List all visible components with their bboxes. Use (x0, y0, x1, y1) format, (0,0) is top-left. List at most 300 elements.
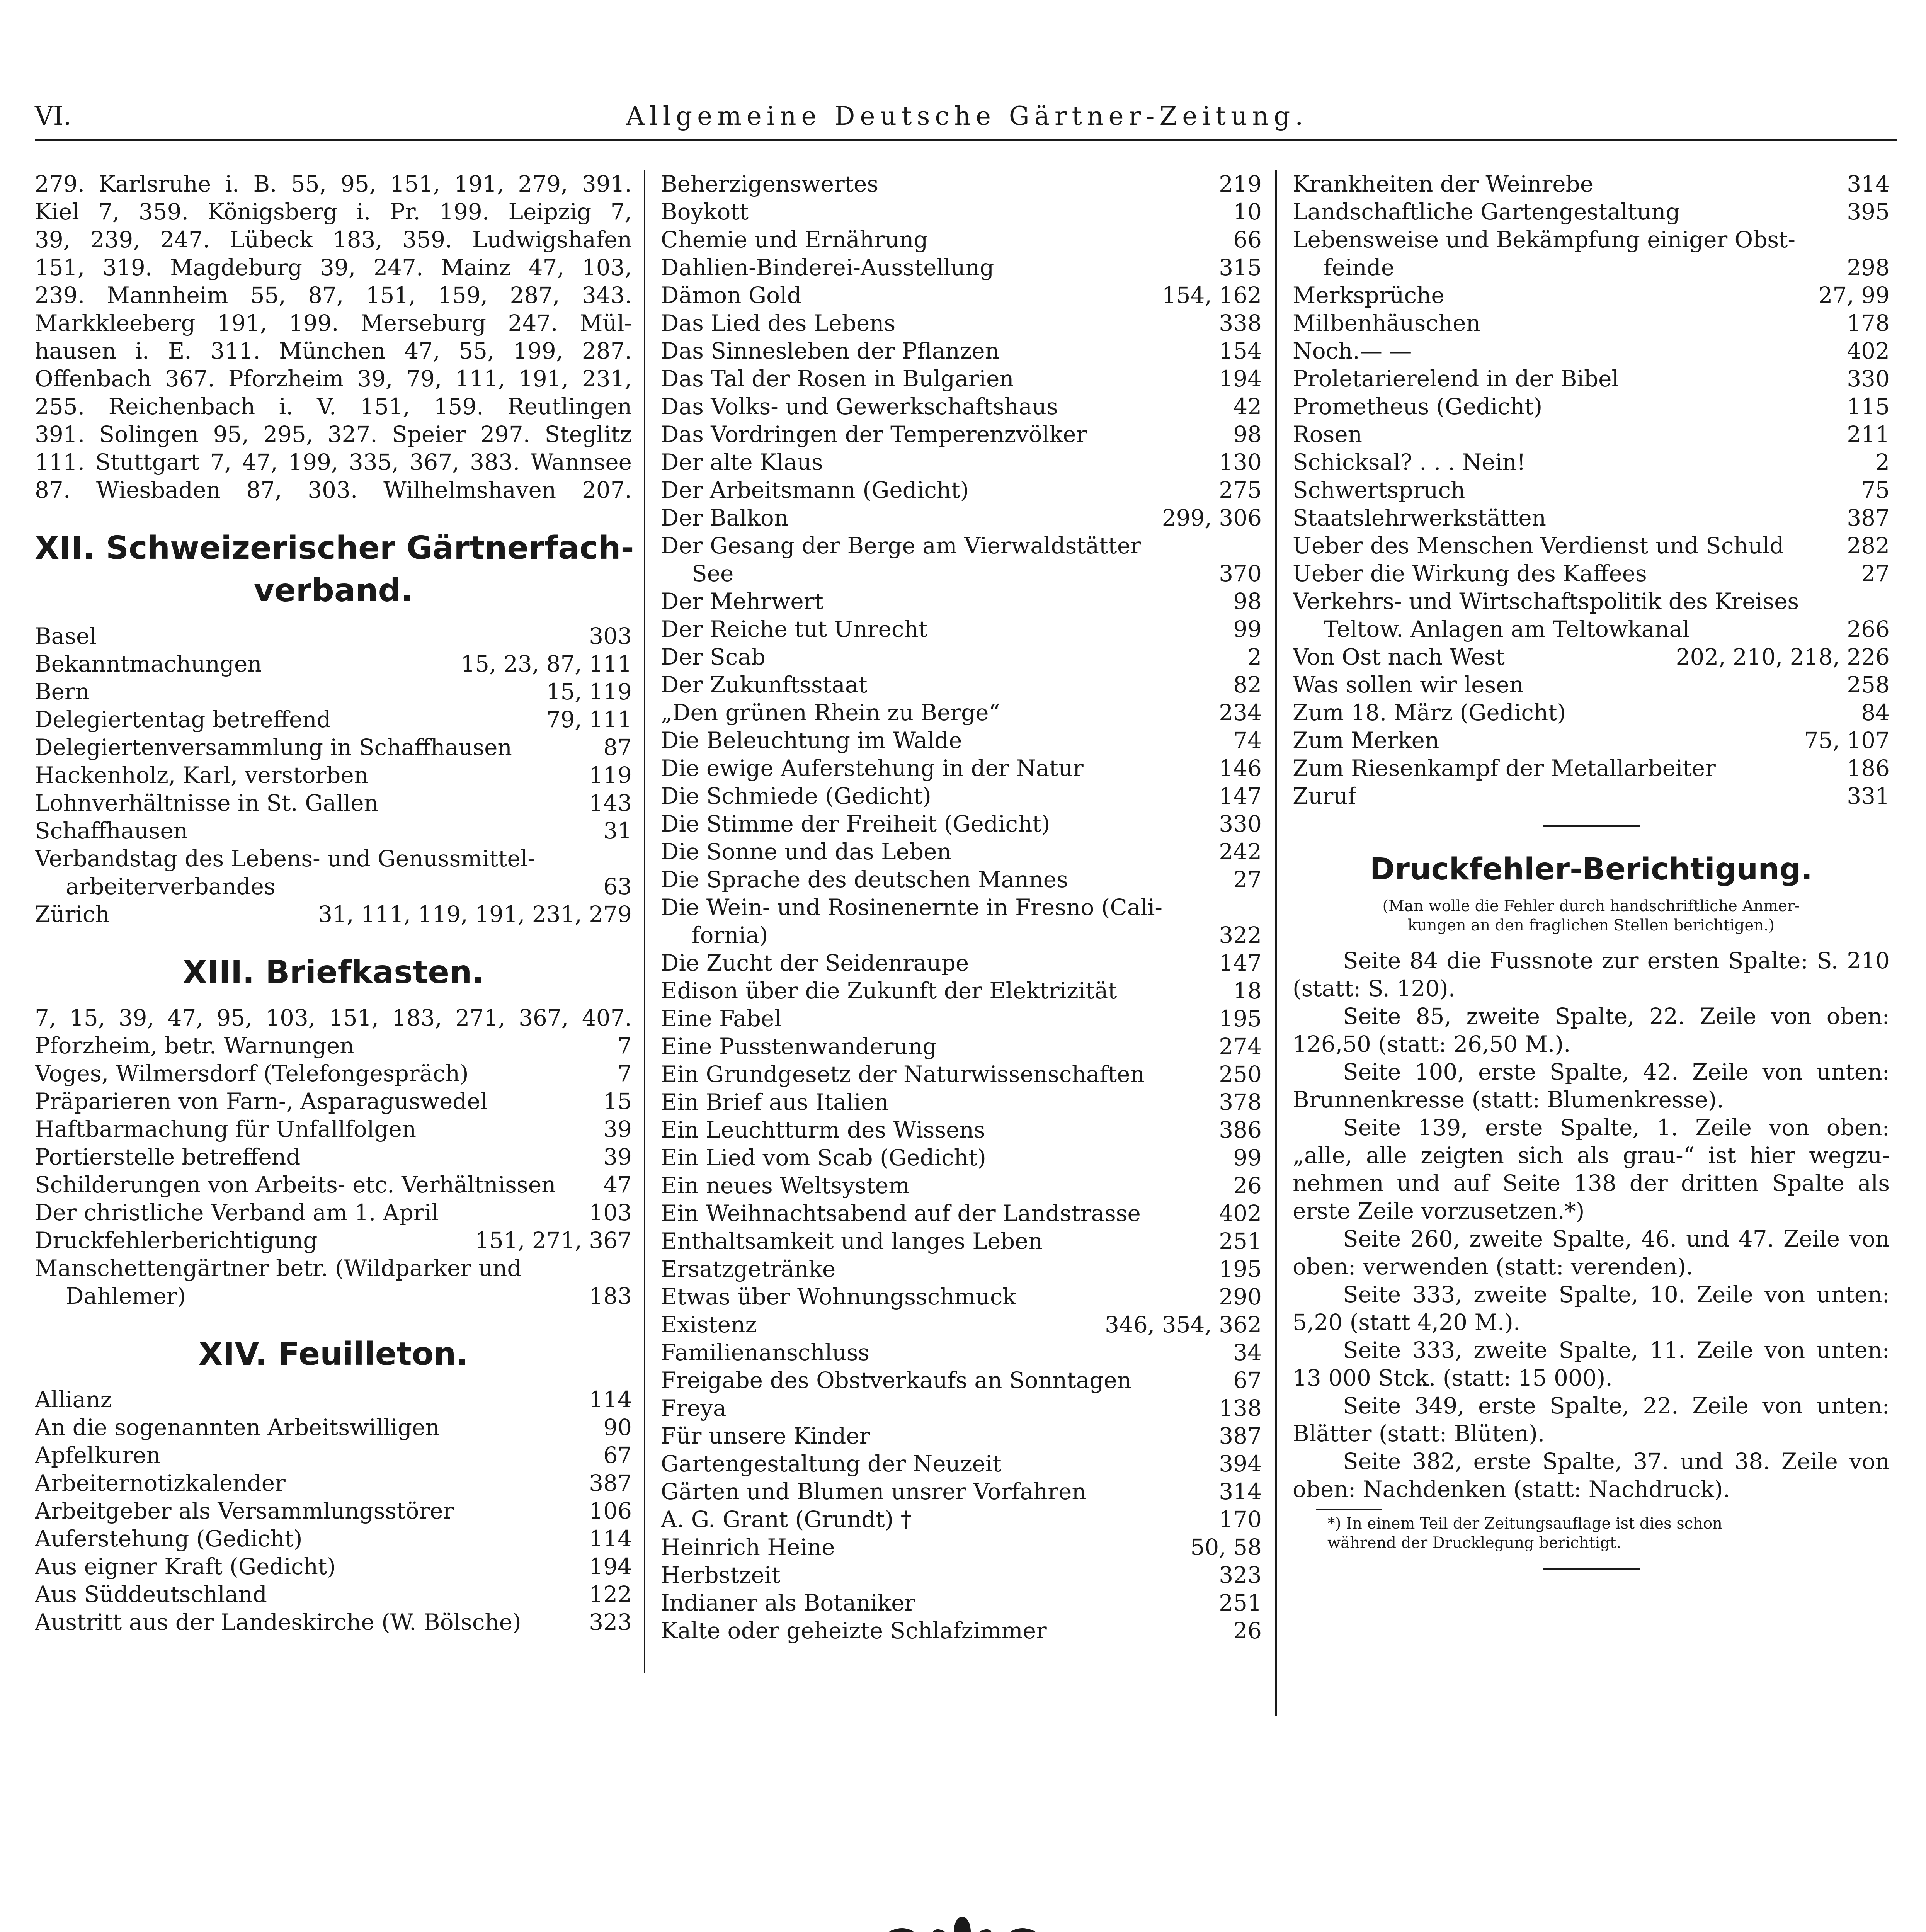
index-entry (35, 622, 632, 650)
errata-line: nehmen und auf Seite 138 der dritten Spalte als (1293, 1170, 1890, 1196)
entry-title: Der Arbeitsmann (Gedicht) (661, 477, 969, 503)
entry-title: Der Zukunftsstaat (661, 672, 868, 698)
index-entry (661, 1561, 1262, 1589)
errata-line: Seite 139, erste Spalte, 1. Zeile von oben: (1343, 1114, 1890, 1141)
index-entry (661, 253, 1262, 281)
index-entry (661, 448, 1262, 476)
entry-title: Ein Grundgesetz der Naturwissenschaften (661, 1061, 1145, 1087)
index-entry (1293, 198, 1890, 226)
entry-title: Landschaftliche Gartengestaltung (1293, 199, 1680, 225)
entry-title: Die Stimme der Freiheit (Gedicht) (661, 811, 1050, 837)
index-entry (35, 1199, 632, 1226)
entry-pages: 47 (603, 1172, 632, 1198)
index-entry (35, 1553, 632, 1580)
entry-pages: 330 (1847, 366, 1890, 392)
entry-pages: 99 (1233, 616, 1262, 642)
entry-title: Die Schmiede (Gedicht) (661, 783, 931, 809)
entry-title: Ein neues Weltsystem (661, 1172, 910, 1199)
section-xiii-heading (35, 951, 632, 994)
entry-pages: 195 (1219, 1005, 1262, 1032)
entry-pages: 251 (1219, 1590, 1262, 1616)
entry-pages: 183 (589, 1283, 632, 1309)
index-entry (35, 1497, 632, 1525)
index-entry (661, 1032, 1262, 1060)
entry-pages: 15, 119 (546, 679, 632, 705)
entry-title: Herbstzeit (661, 1562, 781, 1588)
entry-pages: 143 (589, 790, 632, 816)
entry-pages: 75 (1861, 477, 1890, 503)
index-entry (35, 1087, 632, 1115)
entry-title: Ein Weihnachtsabend auf der Landstrasse (661, 1200, 1141, 1226)
entry-title: fornia) (692, 922, 768, 948)
entry-title: Freya (661, 1395, 727, 1421)
entry-title: Die Sonne und das Leben (661, 838, 951, 865)
errata-line: Seite 85, zweite Spalte, 22. Zeile von oben: (1343, 1003, 1890, 1029)
index-entry (1293, 504, 1890, 532)
entry-pages: 314 (1219, 1478, 1262, 1505)
entry-pages: 15 (603, 1088, 632, 1114)
entry-pages: 154, 162 (1162, 282, 1262, 308)
index-entry (661, 1199, 1262, 1227)
section-heading-line: XII. Schweizerischer Gärtnerfach- (35, 530, 634, 566)
entry-pages: 34 (1233, 1339, 1262, 1366)
entry-pages: 346, 354, 362 (1105, 1311, 1262, 1338)
errata-line: 126,50 (statt: 26,50 M.). (1293, 1031, 1571, 1057)
entry-pages: 258 (1847, 672, 1890, 698)
entry-pages: 387 (1847, 505, 1890, 531)
index-entry (661, 810, 1262, 838)
entry-pages: 18 (1233, 978, 1262, 1004)
index-entry (1293, 253, 1890, 281)
index-entry (1293, 532, 1890, 560)
entry-pages: 194 (589, 1553, 632, 1580)
entry-title: Zum Riesenkampf der Metallarbeiter (1293, 755, 1716, 781)
entry-title: Verkehrs- und Wirtschaftspolitik des Kreises (1293, 588, 1799, 614)
entry-title: feinde (1324, 254, 1395, 281)
entry-pages: 39 (603, 1144, 632, 1170)
entry-pages: 15, 23, 87, 111 (461, 651, 632, 677)
index-entry (35, 1441, 632, 1469)
entry-title: Was sollen wir lesen (1293, 672, 1524, 698)
entry-title: Teltow. Anlagen am Teltowkanal (1324, 616, 1690, 642)
entry-title: Beherzigenswertes (661, 171, 879, 197)
page-number: VI. (35, 101, 71, 131)
entry-pages: 106 (589, 1498, 632, 1524)
entry-pages: 402 (1847, 338, 1890, 364)
entry-pages: 290 (1219, 1284, 1262, 1310)
entry-title: Apfelkuren (35, 1442, 161, 1468)
entry-title: Das Sinnesleben der Pflanzen (661, 338, 999, 364)
index-line: 239. Mannheim 55, 87, 151, 159, 287, 343. (35, 282, 632, 308)
header-rule (35, 139, 1897, 141)
index-line: 279. Karlsruhe i. B. 55, 95, 151, 191, 279, 391. (35, 171, 632, 197)
footnote-line: während der Drucklegung berichtigt. (1327, 1534, 1621, 1552)
feuilleton-entries (1293, 170, 1890, 810)
index-entry (661, 643, 1262, 671)
entry-title: arbeiterverbandes (66, 873, 276, 900)
index-entry (661, 1338, 1262, 1366)
entry-title: Die ewige Auferstehung in der Natur (661, 755, 1084, 781)
index-entry (661, 838, 1262, 866)
index-entry (1293, 699, 1890, 726)
entry-title: Eine Fabel (661, 1005, 781, 1032)
entry-title: Ueber des Menschen Verdienst und Schuld (1293, 532, 1784, 559)
index-entry (35, 1608, 632, 1636)
index-entry (661, 1589, 1262, 1617)
index-entry (661, 476, 1262, 504)
index-entry (661, 1227, 1262, 1255)
entry-pages: 75, 107 (1804, 727, 1890, 753)
errata-line: „alle, alle zeigten sich als grau-“ ist hier wegzu- (1293, 1142, 1890, 1168)
entry-pages: 315 (1219, 254, 1262, 281)
entry-pages: 2 (1875, 449, 1890, 475)
entry-pages: 170 (1219, 1506, 1262, 1532)
errata-line: Seite 349, erste Spalte, 22. Zeile von unten: (1343, 1393, 1890, 1419)
entry-title: Der christliche Verband am 1. April (35, 1199, 439, 1226)
index-entry (1293, 281, 1890, 309)
index-line: 111. Stuttgart 7, 47, 199, 335, 367, 383. Wannsee (35, 449, 632, 475)
entry-pages: 130 (1219, 449, 1262, 475)
entry-pages: 114 (589, 1386, 632, 1413)
entry-title: Kalte oder geheizte Schlafzimmer (661, 1617, 1047, 1644)
entry-pages: 79, 111 (546, 706, 632, 733)
entry-pages: 323 (1219, 1562, 1262, 1588)
index-entry (661, 226, 1262, 253)
index-entry (35, 1226, 632, 1254)
entry-title: Rosen (1293, 421, 1363, 447)
entry-pages: 67 (1233, 1367, 1262, 1393)
entry-pages: 84 (1861, 699, 1890, 726)
index-entry (35, 1060, 632, 1087)
entry-pages: 103 (589, 1199, 632, 1226)
index-entry (35, 1580, 632, 1608)
entry-title: Aus eigner Kraft (Gedicht) (35, 1553, 336, 1580)
index-entry (35, 678, 632, 706)
entry-pages: 323 (589, 1609, 632, 1635)
entry-pages: 298 (1847, 254, 1890, 281)
index-entry (1293, 615, 1890, 643)
entry-title: Dämon Gold (661, 282, 801, 308)
entry-title: Dahlemer) (66, 1283, 186, 1309)
index-entry (35, 872, 632, 900)
errata-line: Blätter (statt: Blüten). (1293, 1420, 1545, 1447)
entry-pages: 211 (1847, 421, 1890, 447)
entry-title: Der Balkon (661, 505, 789, 531)
entry-pages: 394 (1219, 1451, 1262, 1477)
entry-title: Die Zucht der Seidenraupe (661, 950, 969, 976)
column-2 (661, 170, 1262, 1645)
entry-pages: 250 (1219, 1061, 1262, 1087)
entry-title: Ueber die Wirkung des Kaffees (1293, 560, 1647, 587)
entry-pages: 10 (1233, 199, 1262, 225)
entry-pages: 63 (603, 873, 632, 900)
index-entry (1293, 309, 1890, 337)
index-entry (35, 1386, 632, 1413)
entry-title: Basel (35, 623, 97, 649)
errata-heading: Druckfehler-Berichtigung. (1370, 852, 1813, 887)
entry-title: Schaffhausen (35, 818, 188, 844)
entry-title: Der Mehrwert (661, 588, 823, 614)
entry-title: Der alte Klaus (661, 449, 823, 475)
index-entry (35, 1413, 632, 1441)
entry-title: Dahlien-Binderei-Ausstellung (661, 254, 994, 281)
index-entry (35, 900, 632, 928)
entry-title: Der Gesang der Berge am Vierwaldstätter (661, 532, 1141, 559)
entry-title: An die sogenannten Arbeitswilligen (35, 1414, 440, 1440)
index-entry (35, 733, 632, 761)
entry-title: Ersatzgetränke (661, 1256, 836, 1282)
entry-title: Ein Leuchtturm des Wissens (661, 1117, 985, 1143)
index-line: hausen i. E. 311. München 47, 55, 199, 287. (35, 338, 632, 364)
entry-pages: 26 (1233, 1617, 1262, 1644)
errata-line: Seite 333, zweite Spalte, 10. Zeile von unten: (1343, 1281, 1890, 1308)
errata-note (1293, 896, 1890, 935)
column-divider (644, 170, 645, 1673)
entry-pages: 275 (1219, 477, 1262, 503)
entry-pages: 395 (1847, 199, 1890, 225)
entry-title: Bern (35, 679, 90, 705)
column-divider (1275, 170, 1277, 1716)
index-entry (661, 1005, 1262, 1032)
entry-pages: 39 (603, 1116, 632, 1142)
index-entry (661, 1060, 1262, 1088)
index-entry (1293, 726, 1890, 754)
section-xii-entries (35, 622, 632, 928)
section-xiv-heading (35, 1333, 632, 1376)
index-entry (661, 893, 1262, 921)
entry-title: Manschettengärtner betr. (Wildparker und (35, 1255, 522, 1281)
index-entry (1293, 448, 1890, 476)
entry-pages: 98 (1233, 421, 1262, 447)
entry-title: Haftbarmachung für Unfallfolgen (35, 1116, 417, 1142)
index-entry (661, 1422, 1262, 1450)
entry-pages: 115 (1847, 393, 1890, 420)
errata-line: Seite 333, zweite Spalte, 11. Zeile von unten: (1343, 1337, 1890, 1363)
index-entry (35, 1525, 632, 1553)
entry-pages: 31, 111, 119, 191, 231, 279 (318, 901, 632, 927)
entry-pages: 186 (1847, 755, 1890, 781)
entry-title: Lebensweise und Bekämpfung einiger Obst- (1293, 226, 1796, 253)
section-xii-heading (35, 527, 632, 612)
index-entry (1293, 671, 1890, 699)
entry-pages: 122 (589, 1581, 632, 1607)
index-entry (661, 726, 1262, 754)
index-entry (661, 949, 1262, 977)
feuilleton-entries (661, 170, 1262, 1645)
entry-pages: 50, 58 (1190, 1534, 1262, 1560)
index-entry (661, 782, 1262, 810)
index-entry (35, 761, 632, 789)
entry-title: Voges, Wilmersdorf (Telefongespräch) (35, 1060, 469, 1087)
index-entry (35, 1282, 632, 1310)
entry-pages: 7 (618, 1060, 632, 1087)
entry-title: Pforzheim, betr. Warnungen (35, 1032, 354, 1059)
index-entry (1293, 782, 1890, 810)
entry-title: A. G. Grant (Grundt) † (661, 1506, 912, 1532)
index-entry (35, 1469, 632, 1497)
index-line: 39, 239, 247. Lübeck 183, 359. Ludwigshafen (35, 226, 632, 253)
entry-title: Austritt aus der Landeskirche (W. Bölsche) (35, 1609, 521, 1635)
errata-line: Seite 382, erste Spalte, 37. und 38. Zeile von (1343, 1448, 1890, 1475)
entry-title: Proletarierelend in der Bibel (1293, 366, 1619, 392)
entry-pages: 7 (618, 1032, 632, 1059)
entry-pages: 387 (589, 1470, 632, 1496)
entry-pages: 338 (1219, 310, 1262, 336)
entry-title: Das Lied des Lebens (661, 310, 896, 336)
entry-title: Chemie und Ernährung (661, 226, 928, 253)
errata-line: Seite 100, erste Spalte, 42. Zeile von unten: (1343, 1059, 1890, 1085)
entry-title: Portierstelle betreffend (35, 1144, 301, 1170)
briefkasten-pages: 7, 15, 39, 47, 95, 103, 151, 183, 271, 367, 407. (35, 1005, 632, 1031)
entry-title: Für unsere Kinder (661, 1423, 870, 1449)
entry-pages: 31 (603, 818, 632, 844)
entry-pages: 378 (1219, 1089, 1262, 1115)
index-entry (1293, 560, 1890, 587)
entry-pages: 27 (1861, 560, 1890, 587)
decorative-ornament (665, 1917, 1260, 1932)
index-entry (661, 699, 1262, 726)
entry-title: Der Scab (661, 644, 766, 670)
errata-line: Seite 84 die Fussnote zur ersten Spalte: S. 210 (1343, 947, 1890, 974)
index-line: 391. Solingen 95, 295, 327. Speier 297. Steglitz (35, 421, 632, 447)
index-entry (35, 650, 632, 678)
column-3 (1293, 170, 1890, 1585)
index-entry (1293, 476, 1890, 504)
index-entry (1293, 420, 1890, 448)
entry-title: Zürich (35, 901, 110, 927)
column-1 (35, 170, 632, 1636)
separator-rule (1543, 1568, 1640, 1570)
entry-title: „Den grünen Rhein zu Berge“ (661, 699, 1000, 726)
errata-note-line: kungen an den fraglichen Stellen berichtigen.) (1407, 917, 1775, 934)
entry-title: Allianz (35, 1386, 112, 1413)
entry-title: Edison über die Zukunft der Elektrizität (661, 978, 1117, 1004)
entry-pages: 42 (1233, 393, 1262, 420)
index-line: Markkleeberg 191, 199. Merseburg 247. Mül- (35, 310, 632, 336)
entry-pages: 303 (589, 623, 632, 649)
index-entry (35, 706, 632, 733)
entry-pages: 138 (1219, 1395, 1262, 1421)
entry-title: Prometheus (Gedicht) (1293, 393, 1543, 420)
entry-title: Ein Lied vom Scab (Gedicht) (661, 1145, 986, 1171)
section-xiv-entries (35, 1386, 632, 1636)
entry-pages: 202, 210, 218, 226 (1676, 644, 1890, 670)
entry-pages: 154 (1219, 338, 1262, 364)
index-entry (661, 921, 1262, 949)
entry-pages: 314 (1847, 171, 1890, 197)
entry-title: Arbeitgeber als Versammlungsstörer (35, 1498, 454, 1524)
errata-note-line: (Man wolle die Fehler durch handschriftliche Anmer- (1382, 897, 1800, 915)
entry-title: Noch.— — (1293, 338, 1412, 364)
index-entry (661, 393, 1262, 420)
index-entry (661, 337, 1262, 365)
index-entry (35, 845, 632, 872)
errata-line: 5,20 (statt 4,20 M.). (1293, 1309, 1521, 1335)
index-entry (661, 1617, 1262, 1645)
entry-title: Schwertspruch (1293, 477, 1465, 503)
entry-title: Milbenhäuschen (1293, 310, 1480, 336)
entry-title: Heinrich Heine (661, 1534, 835, 1560)
entry-pages: 194 (1219, 366, 1262, 392)
entry-pages: 330 (1219, 811, 1262, 837)
entry-title: Zuruf (1293, 783, 1356, 809)
index-entry (35, 1032, 632, 1060)
entry-title: Enthaltsamkeit und langes Leben (661, 1228, 1043, 1254)
index-entry (661, 365, 1262, 393)
index-entry (35, 1171, 632, 1199)
entry-pages: 178 (1847, 310, 1890, 336)
entry-pages: 282 (1847, 532, 1890, 559)
index-entry (661, 587, 1262, 615)
index-entry (661, 615, 1262, 643)
errata-line: Seite 260, zweite Spalte, 46. und 47. Zeile von (1343, 1226, 1890, 1252)
entry-title: Indianer als Botaniker (661, 1590, 915, 1616)
errata-line: (statt: S. 120). (1293, 975, 1456, 1002)
entry-title: Bekanntmachungen (35, 651, 262, 677)
entry-title: Existenz (661, 1311, 757, 1338)
entry-pages: 66 (1233, 226, 1262, 253)
entry-pages: 219 (1219, 171, 1262, 197)
entry-pages: 386 (1219, 1117, 1262, 1143)
index-line: 151, 319. Magdeburg 39, 247. Mainz 47, 103, (35, 254, 632, 281)
entry-pages: 27 (1233, 866, 1262, 893)
index-entry (661, 1505, 1262, 1533)
index-entry (661, 504, 1262, 532)
entry-pages: 119 (589, 762, 632, 788)
entry-title: Verbandstag des Lebens- und Genussmittel- (35, 845, 535, 872)
entry-title: Zum Merken (1293, 727, 1439, 753)
index-entry (661, 977, 1262, 1005)
errata-line: oben: verwenden (statt: verenden). (1293, 1253, 1693, 1280)
entry-pages: 90 (603, 1414, 632, 1440)
entry-title: Das Volks- und Gewerkschaftshaus (661, 393, 1058, 420)
entry-title: See (692, 560, 734, 587)
place-index-continuation (35, 170, 632, 504)
index-line: Offenbach 367. Pforzheim 39, 79, 111, 191, 231, (35, 366, 632, 392)
errata-line: oben: Nachdenken (statt: Nachdruck). (1293, 1476, 1730, 1502)
entry-title: Arbeiternotizkalender (35, 1470, 286, 1496)
entry-title: Freigabe des Obstverkaufs an Sonntagen (661, 1367, 1131, 1393)
entry-title: Gartengestaltung der Neuzeit (661, 1451, 1002, 1477)
index-entry (661, 1088, 1262, 1116)
entry-pages: 99 (1233, 1145, 1262, 1171)
entry-pages: 274 (1219, 1033, 1262, 1060)
index-entry (661, 532, 1262, 560)
section-heading-line: XIII. Briefkasten. (182, 954, 484, 991)
entry-title: Krankheiten der Weinrebe (1293, 171, 1594, 197)
entry-pages: 74 (1233, 727, 1262, 753)
entry-pages: 322 (1219, 922, 1262, 948)
footnote-rule (1316, 1509, 1382, 1510)
entry-title: Die Wein- und Rosinenernte in Fresno (Cali- (661, 894, 1163, 920)
index-line: Kiel 7, 359. Königsberg i. Pr. 199. Leipzig 7, (35, 199, 632, 225)
index-entry (35, 1115, 632, 1143)
entry-title: Die Sprache des deutschen Mannes (661, 866, 1068, 893)
entry-title: Delegiertentag betreffend (35, 706, 331, 733)
entry-title: Auferstehung (Gedicht) (35, 1526, 303, 1552)
index-entry (35, 1143, 632, 1171)
index-entry (35, 1254, 632, 1282)
entry-pages: 151, 271, 367 (475, 1227, 632, 1253)
entry-pages: 387 (1219, 1423, 1262, 1449)
entry-pages: 299, 306 (1162, 505, 1262, 531)
entry-title: Delegiertenversammlung in Schaffhausen (35, 734, 512, 760)
index-entry (661, 1116, 1262, 1144)
entry-pages: 87 (603, 734, 632, 760)
entry-title: Zum 18. März (Gedicht) (1293, 699, 1566, 726)
entry-title: Von Ost nach West (1293, 644, 1505, 670)
index-entry (1293, 365, 1890, 393)
